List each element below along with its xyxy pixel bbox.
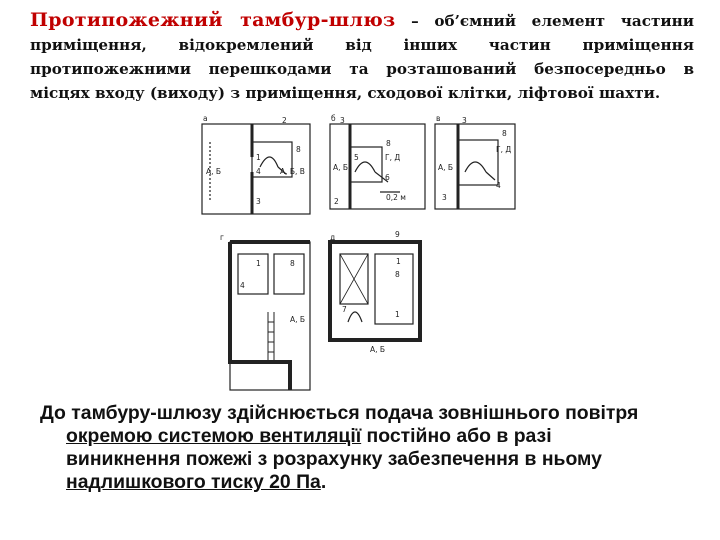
svg-text:8: 8 [502,129,507,138]
svg-text:д: д [330,233,336,242]
svg-text:2: 2 [334,197,339,206]
svg-text:2: 2 [282,116,287,125]
supply-air-paragraph [40,402,712,494]
definition-text: – об’ємний елемент частини приміщення, відокремлений від інших частин приміщення протипожежними перешкодами та розташований безпосередньо в місцях входу (виходу) з приміщення, сходової клітки, ліфтової шахти. [30,12,695,102]
svg-text:А, Б: А, Б [290,315,306,324]
svg-text:4: 4 [240,281,245,290]
figure-labels [203,114,511,354]
svg-text:1: 1 [395,310,400,319]
airlock-plan-diagrams [190,112,520,392]
svg-text:0,2 м: 0,2 м [386,193,406,202]
svg-text:7: 7 [342,305,347,314]
svg-text:б: б [331,114,336,123]
svg-text:в: в [436,114,441,123]
supply-air-line-3: виникнення пожежі з розрахунку забезпечення в ньому [66,448,602,470]
panel-d-stairs [268,312,274,362]
svg-text:6: 6 [385,173,390,182]
svg-text:3: 3 [256,197,261,206]
supply-air-line-2: постійно або в разі [361,425,552,447]
svg-text:А, Б: А, Б [438,163,454,172]
definition-paragraph [30,8,694,105]
svg-text:8: 8 [290,259,295,268]
supply-air-line-1: До тамбуру-шлюзу здійснюється подача зовнішнього повітря [40,402,639,424]
floor-plans-svg [190,112,520,392]
svg-text:3: 3 [442,193,447,202]
svg-text:1: 1 [396,257,401,266]
svg-text:8: 8 [386,139,391,148]
svg-text:3: 3 [462,116,467,125]
svg-text:8: 8 [296,145,301,154]
svg-text:А, Б: А, Б [206,167,222,176]
svg-text:4: 4 [496,181,501,190]
svg-text:А, Б: А, Б [333,163,349,172]
svg-text:г: г [220,233,224,242]
svg-text:8: 8 [395,270,400,279]
supply-air-end: . [320,471,327,493]
svg-text:а: а [203,114,208,123]
svg-text:А, Б: А, Б [370,345,386,354]
svg-text:9: 9 [395,230,400,239]
svg-text:Г, Д: Г, Д [385,153,401,162]
svg-text:5: 5 [354,153,359,162]
svg-text:1: 1 [256,153,261,162]
term-title: Протипожежний тамбур-шлюз [30,9,396,31]
svg-text:3: 3 [340,116,345,125]
panel-e-airlock [375,254,413,324]
svg-text:4: 4 [256,167,261,176]
svg-text:Г, Д: Г, Д [496,145,512,154]
svg-text:1: 1 [256,259,261,268]
svg-text:А, Б, В: А, Б, В [280,167,305,176]
overpressure-link[interactable]: надлишкового тиску 20 Па [66,471,321,493]
ventilation-system-link[interactable]: окремою системою вентиляції [66,425,362,447]
